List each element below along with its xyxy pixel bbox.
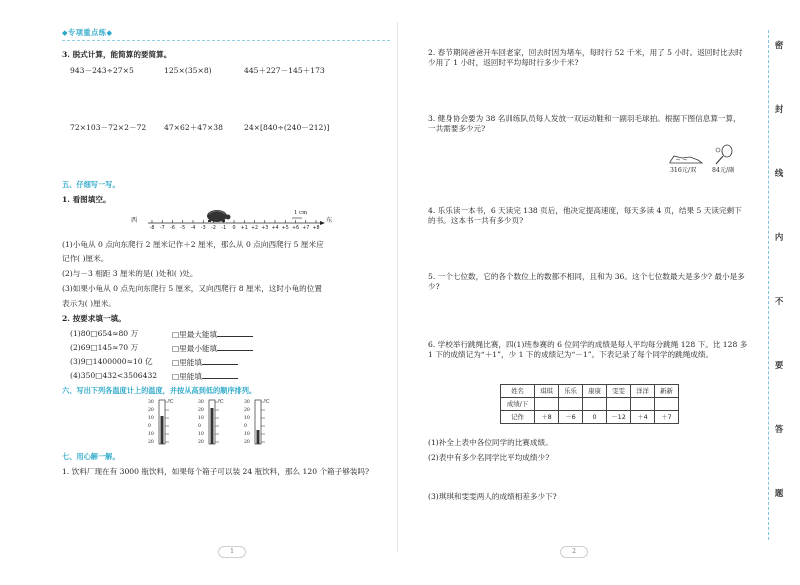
seal-char: 内 [774,232,784,242]
number-line-tick-label: -3 [200,226,206,231]
number-line-tick-label: -8 [149,226,155,231]
q6-sub-3: (3)琪琪和雯雯两人的成绩相差多少下? [428,492,557,501]
section-5-title: 五、仔细写一写。 [62,180,120,189]
seal-char: 封 [774,104,784,114]
thermometer-3 [244,398,278,451]
racket-price: 84元/副 [712,167,735,174]
scale-unit-label: 1 cm [294,210,308,216]
thermometer-2 [198,398,232,451]
table-header-cell: 乐乐 [559,385,583,398]
racket-icon [712,144,734,166]
section-6-title: 六、写出下列各温度计上的温度，并按从高到低的顺序排列。 [62,386,257,395]
number-line-tick-label: 0 [232,226,236,231]
table-cell[interactable] [559,398,583,411]
number-line-tick-label: -7 [159,226,165,231]
q1-line-3: (2)与－3 相距 3 厘米的是( )处和( )处。 [62,269,198,278]
table-header-cell: 新新 [655,385,679,398]
calc-1: 943－243÷27×5 [70,66,134,75]
seal-char: 不 [774,296,784,306]
table-row-label: 成绩/下 [501,398,535,411]
thermometer-1 [148,398,182,451]
jump-rope-table [500,384,679,424]
q2-hint-1: □里最大能填 [172,329,253,340]
seal-char: 线 [774,168,784,178]
q2-expr-4: (4)350□432<3506432 [70,371,158,380]
table-cell: ＋7 [655,411,679,424]
table-header-cell: 康康 [583,385,607,398]
number-line-tick-label: +7 [302,226,310,231]
q6-sub-2: (2)表中有多少名同学比平均成绩少? [428,453,550,462]
q2-hint-2: □里最小能填 [172,343,253,354]
page-number-right: 2 [560,546,588,558]
q2-expr-1: (1)80□654≈80 万 [70,329,139,338]
number-line-tick-label: -5 [180,226,186,231]
table-row-label: 记作 [501,411,535,424]
right-q2: 2. 春节期间爸爸开车回老家，回去时因为堵车，每时行 52 千米，用了 5 小时。返回时比去时少用了 1 小时，返回时平均每时行多少千米? [428,48,743,68]
number-line-tick-label: +4 [271,226,279,231]
table-cell: －12 [607,411,631,424]
number-line-tick-label: +6 [291,226,300,231]
seal-char: 要 [774,360,784,370]
calc-5: 47×62＋47×38 [164,123,223,132]
table-header-cell: 洋洋 [631,385,655,398]
seal-dashed-line [768,30,769,540]
sec7-q1: 1. 饮料厂现在有 3000 瓶饮料，如果每个箱子可以装 24 瓶饮料，那么 120 个箱子够装吗? [62,467,370,476]
table-cell: －6 [559,411,583,424]
seal-char: 密 [774,40,784,50]
right-q5: 5. 一个七位数，它的各个数位上的数都不相同，且和为 36。这个七位数最大是多少? 最小是多少? [428,272,745,292]
number-line-tick-label: -4 [190,226,196,231]
right-q6: 6. 学校举行跳绳比赛，四(1)班参赛的 6 位同学的成绩是每人平均每分跳绳 128 下。比 128 多 1 下的成绩记为“＋1”，少 1 下的成绩记为“－1”。下表记录了每个同学的跳绳成绩。 [428,340,748,360]
table-cell: ＋4 [631,411,655,424]
q2-hint-4: □里能填 [172,371,238,382]
seal-char: 题 [774,488,784,498]
number-line-tick-label: -1 [221,226,227,231]
table-cell[interactable] [583,398,607,411]
q1-title: 1. 看图填空。 [62,195,111,204]
table-cell[interactable] [655,398,679,411]
q1-line-5: 表示为( )厘米。 [62,299,116,308]
seal-char: 答 [774,424,784,434]
q3-title: 3. 脱式计算，能简算的要简算。 [62,50,172,59]
calc-2: 125×(35×8) [164,66,212,75]
number-line-tick-label: +5 [281,226,289,231]
table-row [501,411,679,424]
q2-expr-3: (3)9□1400000≈10 亿 [70,357,153,366]
number-line-tick-label: -2 [211,226,216,231]
shoe-price: 316元/双 [670,167,697,174]
right-q3: 3. 健身协会要为 38 名训练队员每人发放一双运动鞋和一副羽毛球拍。根据下图信息算一算，一共需要多少元? [428,114,741,134]
table-header-cell: 雯雯 [607,385,631,398]
page-number-left: 1 [218,546,246,558]
table-cell: 0 [583,411,607,424]
q1-line-2: 记作( )厘米。 [62,254,109,263]
unit-label: ℃ [168,399,174,405]
right-q4: 4. 乐乐读一本书，6 天读完 138 页后，他决定提高速度，每天多读 4 页，结果 5 天读完剩下的书。这本书一共有多少页? [428,206,742,226]
table-header-cell: 姓名 [501,385,535,398]
header-divider [62,40,390,41]
page-divider [397,22,398,552]
q2-hint-3: □里能填 [172,357,238,368]
number-line-west-label: 西 [131,217,138,224]
table-header-cell: 琪琪 [535,385,559,398]
table-header-row [501,385,679,398]
calc-6: 24×[840÷(240－212)] [244,123,330,132]
table-row [501,398,679,411]
calc-4: 72×103－72×2－72 [70,123,147,132]
q1-line-4: (3)如果小龟从 0 点先向东爬行 5 厘米，又向西爬行 8 厘米，这时小龟的位置 [62,284,322,293]
q2-title: 2. 按要求填一填。 [62,314,126,323]
table-cell[interactable] [535,398,559,411]
scale-labels: 30 20 10 0 10 20 [198,400,204,445]
scale-labels: 30 20 10 0 10 20 [244,400,250,445]
table-cell[interactable] [631,398,655,411]
q6-sub-1: (1)补全上表中各位同学的比赛成绩。 [428,438,553,447]
q2-expr-2: (2)69□145≈70 万 [70,343,139,352]
unit-label: ℃ [264,399,270,405]
number-line-east-label: 东 [326,217,333,224]
scale-labels: 30 20 10 0 10 20 [148,400,154,445]
number-line-tick-label: +3 [261,226,269,231]
shoe-icon [668,150,704,166]
number-line-labels [136,226,332,236]
unit-label: ℃ [218,399,224,405]
table-cell: ＋8 [535,411,559,424]
number-line-tick-label: -6 [170,226,175,231]
calc-3: 445＋227－145＋173 [244,66,325,75]
number-line-tick-label: +2 [250,226,259,231]
number-line-tick-label: +1 [240,226,248,231]
q1-line-1: (1)小龟从 0 点向东爬行 2 厘米记作＋2 厘米，那么从 0 点向西爬行 5 厘米应 [62,240,324,249]
section-header: ◆专项重点练◆ [62,28,113,37]
number-line-tick-label: +8 [312,226,320,231]
table-cell[interactable] [607,398,631,411]
section-7-title: 七、用心解一解。 [62,452,120,461]
